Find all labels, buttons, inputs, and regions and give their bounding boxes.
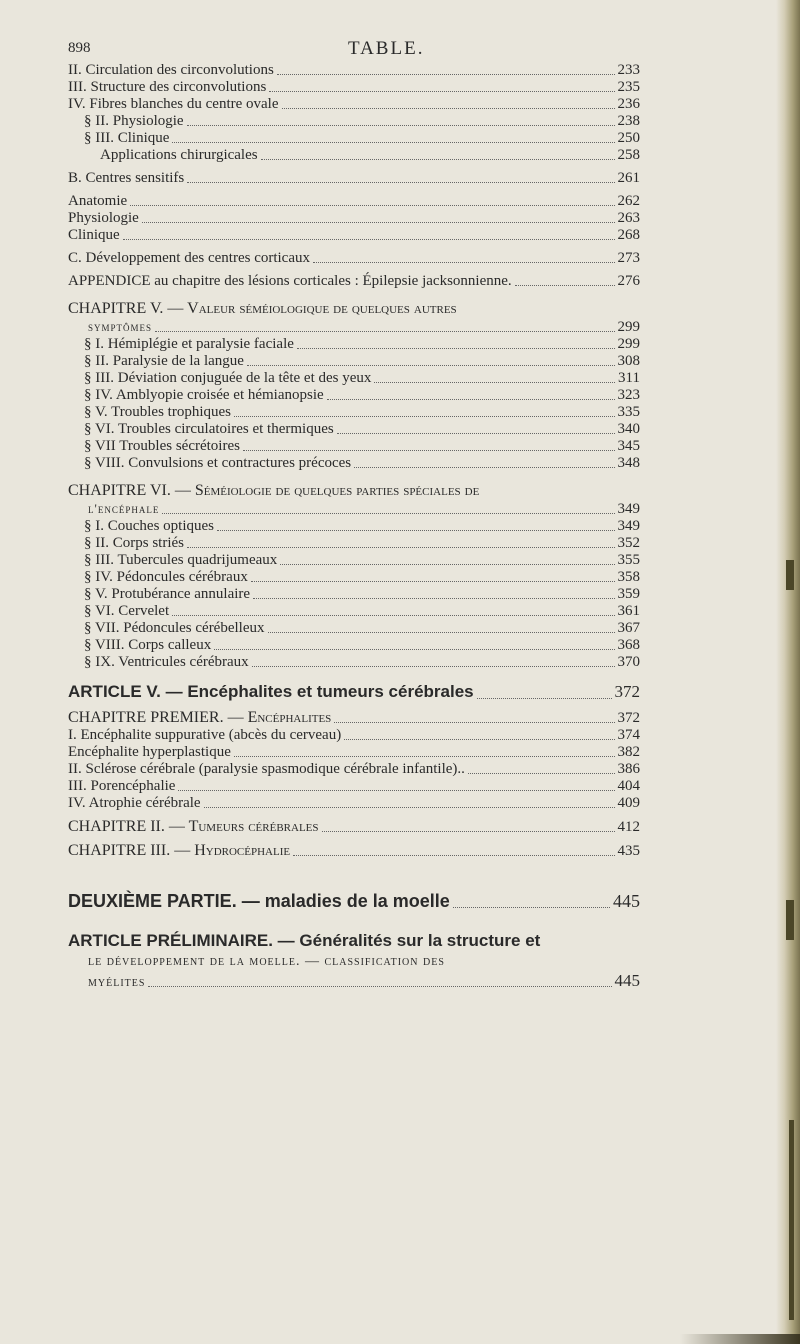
- toc-entry-label: l'encéphale: [88, 501, 160, 516]
- toc-entry-label: Physiologie: [68, 210, 139, 226]
- toc-entry: [68, 370, 640, 387]
- toc-row: [84, 654, 640, 671]
- toc-entry-label: § VIII. Corps calleux: [84, 637, 212, 653]
- toc-row: [68, 818, 640, 836]
- toc-row: [68, 227, 640, 244]
- toc-row: [68, 761, 640, 778]
- toc-row: [68, 193, 640, 210]
- toc-row: [68, 62, 640, 79]
- dot-leader: [313, 262, 615, 263]
- toc-entry-label: IV. Atrophie cérébrale: [68, 795, 201, 811]
- toc-row: [84, 438, 640, 455]
- toc-row: [68, 170, 640, 187]
- toc-row: [84, 569, 640, 586]
- toc-entry-page: 299: [617, 319, 640, 335]
- toc-entry: [68, 709, 640, 727]
- edge-mark: [786, 900, 794, 940]
- toc-entry-label: II. Circulation des circonvolutions: [68, 62, 274, 78]
- toc-entry: [68, 130, 640, 147]
- toc-row: [84, 130, 640, 147]
- dot-leader: [261, 159, 615, 160]
- dot-leader: [148, 986, 611, 987]
- dot-leader: [277, 74, 615, 75]
- dot-leader: [453, 907, 610, 908]
- toc-row: [84, 535, 640, 552]
- dot-leader: [252, 666, 615, 667]
- toc-entry-label: CHAPITRE PREMIER. — Encéphalites: [68, 709, 332, 726]
- dot-leader: [172, 615, 614, 616]
- dot-leader: [178, 790, 614, 791]
- toc-row: [84, 421, 640, 438]
- dot-leader: [123, 239, 615, 240]
- toc-row: [84, 586, 640, 603]
- toc-entry-label: § IV. Amblyopie croisée et hémianopsie: [84, 387, 324, 403]
- toc-entry-page: 409: [617, 795, 640, 811]
- dot-leader: [327, 399, 615, 400]
- dot-leader: [280, 564, 614, 565]
- toc-entry-page: 311: [618, 370, 640, 386]
- toc-row: [84, 113, 640, 130]
- toc-entry: [68, 620, 640, 637]
- edge-mark: [789, 1120, 794, 1320]
- table-of-contents: [68, 62, 640, 991]
- toc-entry-label: Encéphalite hyperplastique: [68, 744, 231, 760]
- toc-entry-label: § III. Clinique: [84, 130, 170, 146]
- dot-leader: [162, 513, 614, 514]
- toc-entry-label: Anatomie: [68, 193, 128, 209]
- toc-entry-label-line: le développement de la moelle. — classification des: [88, 954, 445, 969]
- toc-entry: [68, 387, 640, 404]
- page-bottom-edge: [680, 1334, 800, 1344]
- dot-leader: [187, 547, 615, 548]
- toc-entry-page: 349: [617, 518, 640, 534]
- dot-leader: [337, 433, 615, 434]
- toc-entry-label: II. Sclérose cérébrale (paralysie spasmodique cérébrale infantile)..: [68, 761, 465, 777]
- toc-entry-page: 345: [617, 438, 640, 454]
- toc-entry-label: III. Structure des circonvolutions: [68, 79, 267, 95]
- toc-entry: [68, 482, 640, 518]
- toc-entry: [68, 518, 640, 535]
- toc-entry: [68, 890, 640, 912]
- toc-entry: [68, 552, 640, 569]
- toc-row: [84, 353, 640, 370]
- dot-leader: [217, 530, 615, 531]
- toc-row: [68, 273, 640, 290]
- toc-entry-page: 355: [617, 552, 640, 568]
- toc-row: [68, 79, 640, 96]
- toc-row: [84, 518, 640, 535]
- toc-entry-page: 263: [617, 210, 640, 226]
- toc-entry-label: § VII Troubles sécrétoires: [84, 438, 240, 454]
- toc-entry-page: 238: [617, 113, 640, 129]
- toc-entry: [68, 654, 640, 671]
- toc-entry-page: 359: [617, 586, 640, 602]
- toc-entry-label: IV. Fibres blanches du centre ovale: [68, 96, 279, 112]
- toc-row: [68, 778, 640, 795]
- toc-entry-page: 276: [617, 273, 640, 289]
- toc-entry: [68, 681, 640, 703]
- toc-entry-page: 374: [617, 727, 640, 743]
- toc-entry-page: 368: [617, 637, 640, 653]
- toc-entry-page: 348: [617, 455, 640, 471]
- dot-leader: [297, 348, 615, 349]
- toc-entry: [68, 404, 640, 421]
- toc-entry: [68, 818, 640, 836]
- toc-entry-label-line: CHAPITRE V. — Valeur séméiologique de quelques autres: [68, 300, 457, 317]
- toc-entry-page: 404: [617, 778, 640, 794]
- dot-leader: [344, 739, 614, 740]
- toc-entry-label: ARTICLE V. — Encéphalites et tumeurs cérébrales: [68, 682, 474, 701]
- toc-entry-page: 236: [617, 96, 640, 112]
- toc-entry-label: § V. Protubérance annulaire: [84, 586, 251, 602]
- toc-entry-page: 268: [617, 227, 640, 243]
- toc-row: [68, 890, 640, 912]
- toc-entry-page: 262: [617, 193, 640, 209]
- toc-entry-label: § VI. Cervelet: [84, 603, 170, 619]
- toc-entry-page: 372: [617, 710, 640, 726]
- toc-row: [68, 727, 640, 744]
- toc-entry: [68, 744, 640, 761]
- dot-leader: [234, 756, 615, 757]
- toc-entry-label: CHAPITRE III. — Hydrocéphalie: [68, 842, 291, 859]
- toc-entry: [68, 778, 640, 795]
- toc-entry-page: 445: [613, 891, 640, 911]
- toc-entry-page: 412: [617, 819, 640, 835]
- toc-row: [84, 603, 640, 620]
- dot-leader: [253, 598, 614, 599]
- toc-entry: [68, 210, 640, 227]
- toc-entry-label: § VII. Pédoncules cérébelleux: [84, 620, 265, 636]
- dot-leader: [214, 649, 614, 650]
- toc-entry-label: I. Encéphalite suppurative (abcès du cerveau): [68, 727, 342, 743]
- toc-row: [68, 842, 640, 860]
- dot-leader: [243, 450, 615, 451]
- toc-entry-page: 235: [617, 79, 640, 95]
- dot-leader: [334, 722, 614, 723]
- toc-entry-label: § V. Troubles trophiques: [84, 404, 231, 420]
- toc-entry: [68, 147, 640, 164]
- toc-entry: [68, 170, 640, 187]
- toc-entry: [68, 113, 640, 130]
- toc-entry-page: 233: [617, 62, 640, 78]
- toc-entry-page: 261: [617, 170, 640, 186]
- toc-entry-page: 273: [617, 250, 640, 266]
- toc-row: [84, 620, 640, 637]
- toc-entry-label: symptômes: [88, 319, 153, 334]
- toc-entry: [68, 300, 640, 336]
- dot-leader: [468, 773, 615, 774]
- toc-entry-page: 308: [617, 353, 640, 369]
- toc-row: [68, 709, 640, 727]
- toc-entry-label: § VI. Troubles circulatoires et thermiques: [84, 421, 334, 437]
- toc-row: [84, 387, 640, 404]
- toc-entry-page: 349: [617, 501, 640, 517]
- toc-entry: [68, 637, 640, 654]
- toc-entry: [68, 603, 640, 620]
- toc-entry-label-line: ARTICLE PRÉLIMINAIRE. — Généralités sur la structure et: [68, 931, 541, 950]
- toc-entry: [68, 455, 640, 472]
- dot-leader: [187, 125, 615, 126]
- page-edge-shadow: [776, 0, 800, 1344]
- toc-entry: [68, 761, 640, 778]
- toc-entry: [68, 569, 640, 586]
- toc-entry-page: 352: [617, 535, 640, 551]
- toc-entry-label: CHAPITRE II. — Tumeurs cérébrales: [68, 818, 319, 835]
- dot-leader: [247, 365, 615, 366]
- toc-entry-page: 435: [617, 843, 640, 859]
- toc-row: [84, 370, 640, 387]
- toc-entry-label: § VIII. Convulsions et contractures précoces: [84, 455, 352, 471]
- toc-entry-page: 372: [614, 682, 640, 701]
- toc-entry-label: § IV. Pédoncules cérébraux: [84, 569, 248, 585]
- dot-leader: [234, 416, 615, 417]
- toc-entry: [68, 227, 640, 244]
- toc-entry: [68, 273, 640, 290]
- toc-entry-label: Clinique: [68, 227, 120, 243]
- toc-entry-label: B. Centres sensitifs: [68, 170, 185, 186]
- toc-entry-label: § II. Paralysie de la langue: [84, 353, 244, 369]
- toc-row: [84, 552, 640, 569]
- page-number: 898: [68, 40, 91, 56]
- toc-row: [84, 336, 640, 353]
- toc-entry: [68, 795, 640, 812]
- toc-row: [68, 681, 640, 703]
- toc-entry: [68, 727, 640, 744]
- toc-row: [84, 637, 640, 654]
- toc-row: [68, 96, 640, 113]
- toc-entry-page: 370: [617, 654, 640, 670]
- toc-row: [84, 455, 640, 472]
- toc-entry-page: 258: [617, 147, 640, 163]
- dot-leader: [293, 855, 614, 856]
- dot-leader: [187, 182, 614, 183]
- toc-entry: [68, 250, 640, 267]
- toc-row: [68, 250, 640, 267]
- dot-leader: [269, 91, 614, 92]
- dot-leader: [268, 632, 615, 633]
- toc-row: [68, 210, 640, 227]
- dot-leader: [155, 331, 614, 332]
- toc-entry-label: III. Porencéphalie: [68, 778, 176, 794]
- toc-entry-label: § III. Tubercules quadrijumeaux: [84, 552, 278, 568]
- toc-entry-label: C. Développement des centres corticaux: [68, 250, 310, 266]
- toc-entry-label: § IX. Ventricules cérébraux: [84, 654, 249, 670]
- dot-leader: [142, 222, 615, 223]
- toc-entry-page: 340: [617, 421, 640, 437]
- toc-row: [84, 404, 640, 421]
- toc-entry-page: 445: [614, 971, 640, 990]
- dot-leader: [374, 382, 615, 383]
- toc-entry-label: § I. Couches optiques: [84, 518, 214, 534]
- toc-entry-label: Applications chirurgicales: [100, 147, 258, 163]
- toc-entry: [68, 79, 640, 96]
- toc-row: [68, 795, 640, 812]
- toc-entry-label: § I. Hémiplégie et paralysie faciale: [84, 336, 294, 352]
- toc-entry-label: myélites: [88, 975, 146, 990]
- dot-leader: [130, 205, 614, 206]
- toc-entry: [68, 535, 640, 552]
- toc-entry-label-line: CHAPITRE VI. — Séméiologie de quelques parties spéciales de: [68, 482, 480, 499]
- toc-entry-label: § II. Corps striés: [84, 535, 184, 551]
- toc-entry-label: APPENDICE au chapitre des lésions corticales : Épilepsie jacksonnienne.: [68, 273, 512, 289]
- toc-entry: [68, 193, 640, 210]
- toc-entry: [68, 421, 640, 438]
- dot-leader: [204, 807, 615, 808]
- toc-entry: [68, 62, 640, 79]
- dot-leader: [322, 831, 615, 832]
- running-title: TABLE.: [348, 38, 425, 59]
- toc-row: [68, 972, 640, 991]
- toc-entry: [68, 438, 640, 455]
- dot-leader: [251, 581, 615, 582]
- dot-leader: [354, 467, 614, 468]
- toc-entry: [68, 353, 640, 370]
- edge-mark: [786, 560, 794, 590]
- dot-leader: [477, 698, 612, 699]
- toc-row: [68, 744, 640, 761]
- toc-entry-page: 361: [617, 603, 640, 619]
- toc-entry-page: 386: [617, 761, 640, 777]
- toc-entry-page: 299: [617, 336, 640, 352]
- dot-leader: [515, 285, 615, 286]
- toc-entry: [68, 842, 640, 860]
- dot-leader: [282, 108, 615, 109]
- toc-entry-label: § II. Physiologie: [84, 113, 184, 129]
- toc-entry: [68, 96, 640, 113]
- toc-entry-page: 335: [617, 404, 640, 420]
- toc-entry: [68, 586, 640, 603]
- toc-entry-page: 358: [617, 569, 640, 585]
- toc-entry-page: 367: [617, 620, 640, 636]
- toc-row: [100, 147, 640, 164]
- toc-row: [68, 318, 640, 336]
- toc-entry-page: 382: [617, 744, 640, 760]
- toc-entry: [68, 930, 640, 991]
- toc-entry-label: § III. Déviation conjuguée de la tête et des yeux: [84, 370, 372, 386]
- toc-entry-page: 250: [617, 130, 640, 146]
- dot-leader: [172, 142, 614, 143]
- toc-entry-page: 323: [617, 387, 640, 403]
- toc-entry-label: DEUXIÈME PARTIE. — maladies de la moelle: [68, 891, 450, 911]
- toc-entry: [68, 336, 640, 353]
- toc-row: [68, 500, 640, 518]
